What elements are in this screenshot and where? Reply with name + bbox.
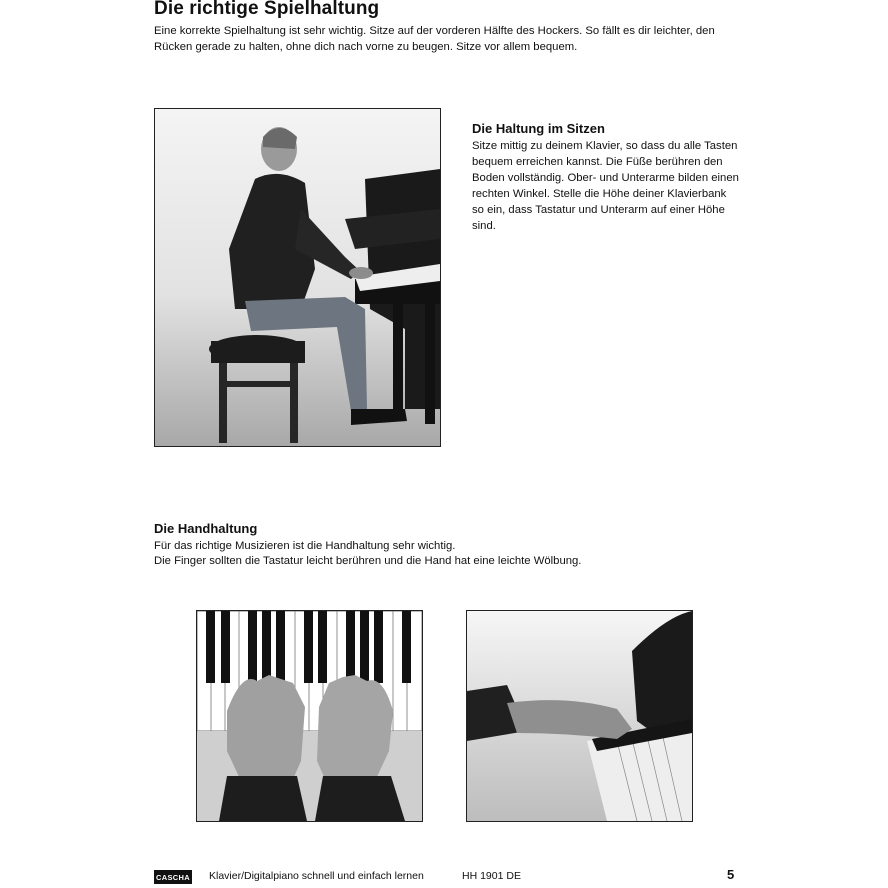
photo-hands-top-view: [196, 610, 423, 822]
photo-seated-pianist: [154, 108, 441, 447]
photo-hands-side-view: [466, 610, 693, 822]
intro-paragraph: Eine korrekte Spielhaltung ist sehr wichtig. Sitze auf der vorderen Hälfte des Hockers. So fällt es dir leichter, den Rücken gerade zu halten, ohne dich nach vorne zu beugen. Sitze vor allem bequem.: [154, 25, 715, 53]
page-number: 5: [727, 867, 735, 882]
hands-line-1: Für das richtige Musizieren ist die Handhaltung sehr wichtig.: [154, 540, 456, 552]
footer-catalog-code: HH 1901 DE: [462, 870, 521, 882]
sitting-heading: Die Haltung im Sitzen: [472, 121, 605, 136]
publisher-logo: CASCHA: [154, 870, 192, 884]
page-title: Die richtige Spielhaltung: [154, 0, 380, 19]
hands-line-2: Die Finger sollten die Tastatur leicht berühren und die Hand hat eine leichte Wölbung.: [154, 555, 582, 567]
footer-book-title: Klavier/Digitalpiano schnell und einfach lernen: [209, 870, 424, 882]
sitting-paragraph: Sitze mittig zu deinem Klavier, so dass du alle Tasten bequem erreichen kannst. Die Füße berühren den Boden vollständig. Ober- und Unterarme bilden einen rechten Winkel. Stelle die Höhe deiner Klavierbank so ein, dass Tastatur und Unterarm auf einer Höhe sind.: [472, 140, 739, 232]
hands-heading: Die Handhaltung: [154, 521, 258, 536]
